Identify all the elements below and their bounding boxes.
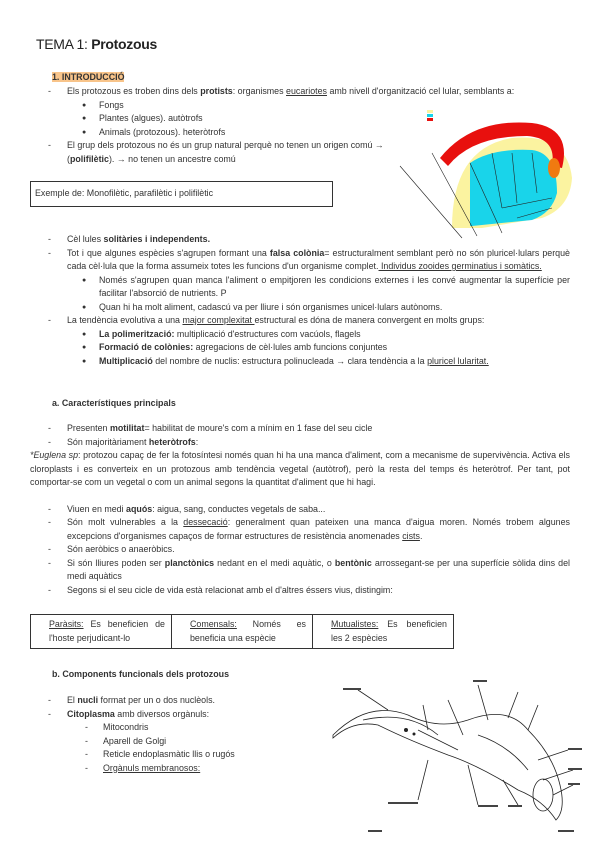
- list-item: - Orgànuls membranosos:: [30, 762, 330, 776]
- list-item: ● Quan hi ha molt aliment, cadascú va per lliure i són organismes unicel·lulars autònoms.: [30, 301, 570, 315]
- table-cell-parasits: Paràsits: Es beneficien de l'hoste perjudicant-lo: [31, 615, 172, 649]
- list-item: - Si són lliures poden ser planctònics nedant en el medi aquàtic, o bentònic arrossegant-se per una superfície sòlida dins del medi aquàtics: [30, 557, 570, 584]
- phylogeny-diagram: [392, 108, 582, 243]
- components-block: [30, 694, 330, 775]
- section-heading-characteristics: a. Característiques principals: [52, 398, 176, 408]
- list-item: - Reticle endoplasmàtic llis o rugós: [30, 748, 330, 762]
- section-heading-intro: 1. INTRODUCCIÓ: [52, 72, 125, 82]
- list-item: ● La polimerització: multiplicació d'estructures com vacúols, flagels: [30, 328, 570, 342]
- list-item: - Mitocondris: [30, 721, 330, 735]
- section-heading-components: b. Components funcionals dels protozous: [52, 669, 230, 679]
- page-title: TEMA 1: Protozous: [36, 36, 157, 52]
- list-item: ● Formació de colònies: agregacions de cèl·lules amb funcions conjuntes: [30, 341, 570, 355]
- list-item: ● Plantes (algues). autòtrofs: [30, 112, 570, 126]
- list-item: - Segons si el seu cicle de vida està relacionat amb el d'altres éssers vius, distingim:: [30, 584, 570, 598]
- intro-block-2: [30, 233, 570, 368]
- list-item: - Tot i que algunes espècies s'agrupen formant una falsa colònia= estructuralment semblant però no són pluricel·lulars perquè cada cèl·lula que la forma assumeix totes les funcions d'un organisme complet. Individus zooides germinatius i somàtics.: [30, 247, 570, 274]
- list-item: ● Animals (protozous). heteròtrofs: [30, 126, 570, 140]
- list-item: - Són majoritàriament heteròtrofs:: [30, 436, 570, 450]
- euglena-note: *Euglena sp: protozou capaç de fer la fotosíntesi només quan hi ha una manca d'aliment, com a mecanisme de supervivència. Activa els cloroplasts i es converteix en un protozous amb tendència vegetal (autòtrof), però la resta del temps és heteròtrof. Per tant, pot comportar-se com un vegetal o com un animal segons la quantitat d'aliment que hi hagi.: [30, 450, 570, 487]
- list-item: - Aparell de Golgi: [30, 735, 330, 749]
- table-cell-comensals: Comensals: Només es beneficia una espècie: [172, 615, 313, 649]
- example-box: Exemple de: Monofilètic, parafilètic i polifilètic: [30, 181, 333, 207]
- list-item: - Citoplasma amb diversos orgànuls:: [30, 708, 330, 722]
- list-item: - El nucli format per un o dos nuclèols.: [30, 694, 330, 708]
- list-item: ● Fongs: [30, 99, 570, 113]
- list-item: - Presenten motilitat= habilitat de moure's com a mínim en 1 fase del seu cicle: [30, 422, 570, 436]
- list-item: - Són aeròbics o anaeròbics.: [30, 543, 570, 557]
- list-item: - La tendència evolutiva a una major complexitat estructural es dóna de manera convergent en molts grups:: [30, 314, 570, 328]
- list-item: - Cèl lules solitàries i independents.: [30, 233, 570, 247]
- trypanosome-diagram: [328, 680, 588, 840]
- relationship-table: [30, 614, 454, 649]
- characteristics-block: [30, 422, 570, 597]
- list-item: - Viuen en medi aquós: aigua, sang, conductes vegetals de saba...: [30, 503, 570, 517]
- list-item: - El grup dels protozous no és un grup natural perquè no tenen un origen comú → (polifilètic). → no tenen un ancestre comú: [30, 139, 390, 166]
- list-item: - Els protozous es troben dins dels protists: organismes eucariotes amb nivell d'organització cel lular, semblants a:: [30, 85, 570, 99]
- list-item: - Són molt vulnerables a la dessecació: generalment quan pateixen una manca d'aigua moren. Només trobem algunes excepcions d'organismes capaços de formar estructures de resistència anomenades cists.: [30, 516, 570, 543]
- table-cell-mutualistes: Mutualistes: Es beneficien les 2 espècies: [313, 615, 454, 649]
- list-item: ● Només s'agrupen quan manca l'aliment o empitjoren les condicions externes i les convé augmentar la superfície per facilitar l'absorció de nutrients. P: [30, 274, 570, 301]
- list-item: ● Multiplicació del nombre de nuclis: estructura polinucleada → clara tendència a la pluricel lularitat.: [30, 355, 570, 369]
